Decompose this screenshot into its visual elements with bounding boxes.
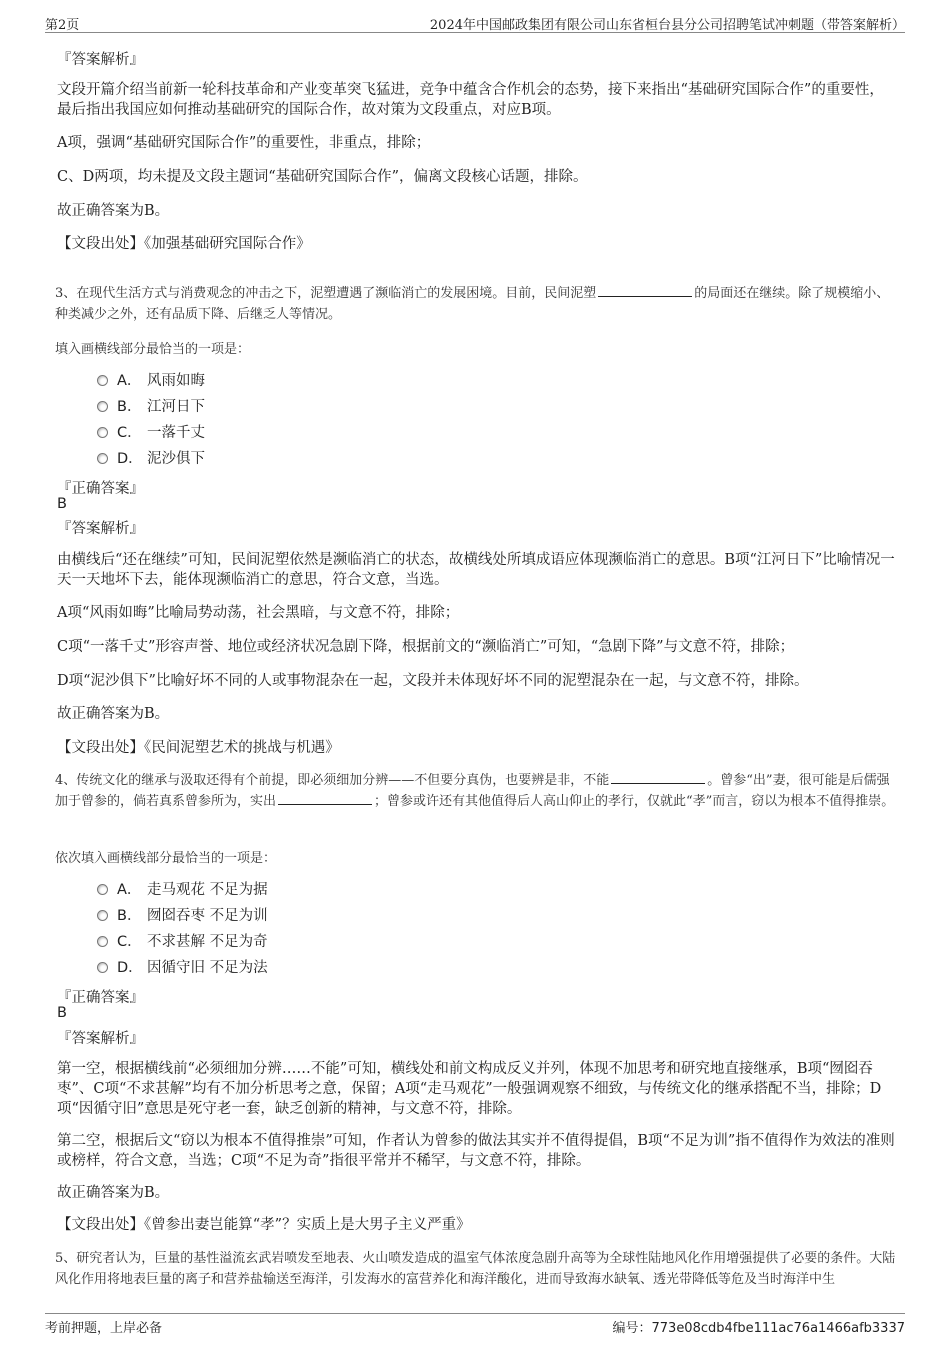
analysis-paragraph: 第二空，根据后文“窃以为根本不值得推崇”可知，作者认为曾参的做法其实并不值得提倡，B项“不足为训”指不值得作为效法的准则或榜样，符合文意，当选；C项“不足为奇”指很平常并不稀罕，与文意不符，排除。 [57, 1133, 895, 1169]
answer-summary: 故正确答案为B。 [57, 706, 170, 722]
radio-button[interactable] [97, 401, 108, 412]
footer-slogan: 考前押题，上岸必备 [45, 1321, 163, 1336]
source-citation: 【文段出处】《曾参出妻岂能算“孝”？实质上是大男子主义严重》 [57, 1217, 471, 1233]
radio-button[interactable] [97, 910, 108, 921]
option-d[interactable]: D． 泥沙俱下 [97, 448, 205, 470]
correct-answer-heading: 『正确答案』 [57, 990, 144, 1006]
option-a[interactable]: A． 走马观花 不足为据 [97, 879, 268, 901]
correct-answer: B [57, 1005, 67, 1021]
stem-text: 的局面还在继续。除了规模缩小、种类减少之外，还有品质下降、后继乏人等情况。 [55, 286, 890, 322]
correct-answer: B [57, 496, 67, 512]
analysis-paragraph: 第一空，根据横线前“必须细加分辨……不能”可知，横线处和前文构成反义并列，体现不加思考和研究地直接继承，B项“囫囵吞枣”、C项“不求甚解”均有不加分析思考之意，保留；A项“走马观花”一般强调观察不细致，与传统文化的继承搭配不当，排除；D项“因循守旧”意思是死守老一套，缺乏创新的精神，与文意不符，排除。 [57, 1061, 882, 1117]
document-code: 编号：773e08cdb4fbe111ac76a1466afb3337 [612, 1321, 905, 1336]
answer-summary: 故正确答案为B。 [57, 1185, 170, 1201]
analysis-heading: 『答案解析』 [57, 1031, 144, 1047]
document-title: 2024年中国邮政集团有限公司山东省桓台县分公司招聘笔试冲刺题（带答案解析） [429, 18, 905, 33]
option-b[interactable]: B． 江河日下 [97, 396, 205, 418]
question-5-stem: 5、研究者认为，巨量的基性溢流玄武岩喷发至地表、火山喷发造成的温室气体浓度急剧升高等为全球性陆地风化作用增强提供了必要的条件。大陆风化作用将地表巨量的离子和营养盐输送至海洋，引发海水的富营养化和海洋酸化，进而导致海水缺氧、透光带降低等危及当时海洋中生 [55, 1251, 896, 1287]
radio-button[interactable] [97, 962, 108, 973]
fill-blank [278, 792, 372, 805]
radio-button[interactable] [97, 375, 108, 386]
question-4-stem [55, 770, 897, 812]
radio-button[interactable] [97, 427, 108, 438]
analysis-paragraph: A项，强调“基础研究国际合作”的重要性，非重点，排除； [57, 135, 431, 151]
page-footer [45, 1313, 905, 1336]
analysis-paragraph: C项“一落千丈”形容声誉、地位或经济状况急剧下降，根据前文的“濒临消亡”可知，“急剧下降”与文意不符，排除； [57, 639, 795, 655]
analysis-heading: 『答案解析』 [57, 521, 144, 537]
option-d[interactable]: D． 因循守旧 不足为法 [97, 957, 268, 979]
correct-answer-heading: 『正确答案』 [57, 481, 144, 497]
page-number: 第2页 [45, 18, 80, 33]
analysis-paragraph: 由横线后“还在继续”可知，民间泥塑依然是濒临消亡的状态，故横线处所填成语应体现濒临消亡的意思。B项“江河日下”比喻情况一天一天地坏下去，能体现濒临消亡的意思，符合文意，当选。 [57, 552, 895, 588]
source-citation: 【文段出处】《加强基础研究国际合作》 [57, 236, 311, 252]
stem-text: ；曾参或许还有其他值得后人高山仰止的孝行，仅就此“孝”而言，窃以为根本不值得推崇。 [374, 794, 895, 809]
analysis-heading: 『答案解析』 [57, 52, 144, 68]
stem-text: 4、传统文化的继承与汲取还得有个前提，即必须细加分辨——不但要分真伪，也要辨是非，不能 [55, 773, 610, 788]
page-header [45, 12, 905, 33]
fill-blank [598, 284, 692, 297]
answer-summary: 故正确答案为B。 [57, 203, 170, 219]
radio-button[interactable] [97, 936, 108, 947]
stem-text: 3、在现代生活方式与消费观念的冲击之下，泥塑遭遇了濒临消亡的发展困境。目前，民间泥塑 [55, 286, 597, 301]
radio-button[interactable] [97, 884, 108, 895]
analysis-paragraph: 文段开篇介绍当前新一轮科技革命和产业变革突飞猛进，竞争中蕴含合作机会的态势，接下来指出“基础研究国际合作”的重要性，最后指出我国应如何推动基础研究的国际合作，故对策为文段重点，对应B项。 [57, 82, 884, 118]
analysis-paragraph: D项“泥沙俱下”比喻好坏不同的人或事物混杂在一起，文段并未体现好坏不同的泥塑混杂在一起，与文意不符，排除。 [57, 673, 809, 689]
option-c[interactable]: C． 一落千丈 [97, 422, 205, 444]
analysis-paragraph: C、D两项，均未提及文段主题词“基础研究国际合作”，偏离文段核心话题，排除。 [57, 169, 588, 185]
option-c[interactable]: C． 不求甚解 不足为奇 [97, 931, 268, 953]
source-citation: 【文段出处】《民间泥塑艺术的挑战与机遇》 [57, 740, 340, 756]
option-a[interactable]: A． 风雨如晦 [97, 370, 205, 392]
option-b[interactable]: B． 囫囵吞枣 不足为训 [97, 905, 268, 927]
question-prompt: 依次填入画横线部分最恰当的一项是： [55, 851, 277, 866]
question-prompt: 填入画横线部分最恰当的一项是： [55, 342, 251, 357]
question-3-stem [55, 283, 897, 325]
stem-text: 。曾参“出”妻，很可能是后儒强加于曾参的，倘若真系曾参所为，实出 [55, 773, 890, 809]
fill-blank [611, 771, 705, 784]
analysis-paragraph: A项“风雨如晦”比喻局势动荡，社会黑暗，与文意不符，排除； [57, 605, 460, 621]
radio-button[interactable] [97, 453, 108, 464]
